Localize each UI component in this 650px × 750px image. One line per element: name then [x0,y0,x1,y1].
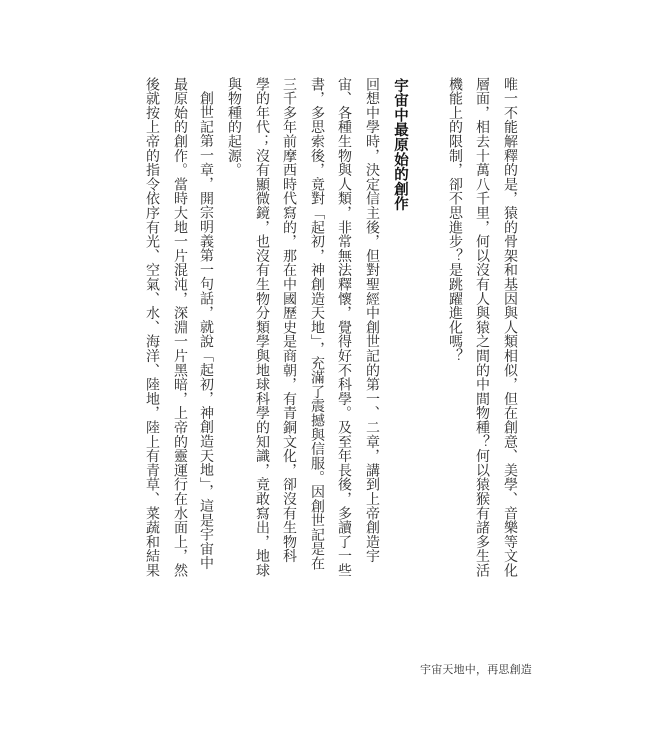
running-footer: 宇宙天地中，再思創造 [420,663,532,676]
text-column: 後就按上帝的指令依序有光、空氣、水、海洋、陸地，陸上有青草、菜蔬和結果 [144,77,160,578]
text-column: 宙、各種生物與人類，非常無法釋懷，覺得好不科學。及至年長後，多讀了一些 [336,77,352,578]
text-column: 與物種的起源。 [226,77,242,178]
text-column: 機能上的限制，卻不思進步？是跳躍進化嗎？ [447,77,463,363]
text-column: 唯一不能解釋的是，猿的骨架和基因與人類相似，但在創意、美學、音樂等文化 [502,77,518,578]
text-column: 回想中學時，決定信主後，但對聖經中創世記的第一、二章，講到上帝創造宇 [364,77,380,564]
text-column: 三千多年前摩西時代寫的，那在中國歷史是商朝，有青銅文化，卻沒有生物科 [281,77,297,564]
text-column: 最原始的創作。當時大地一片混沌，深淵一片黑暗，上帝的靈運行在水面上，然 [172,77,188,578]
text-column: 創世記第一章，開宗明義第一句話，就說「起初，神創造天地」，這是宇宙中 [198,91,214,571]
text-column: 書，多思索後，竟對「起初，神創造天地」，充滿了震撼與信服。因創世記是在 [309,77,325,571]
section-heading: 宇宙中最原始的創作 [392,78,408,212]
text-column: 學的年代；沒有顯微鏡，也沒有生物分類學與地球科學的知識，竟敢寫出，地球 [254,77,270,578]
text-column: 層面，相去十萬八千里，何以沒有人與猿之間的中間物種？何以猿猴有諸多生活 [474,77,490,578]
